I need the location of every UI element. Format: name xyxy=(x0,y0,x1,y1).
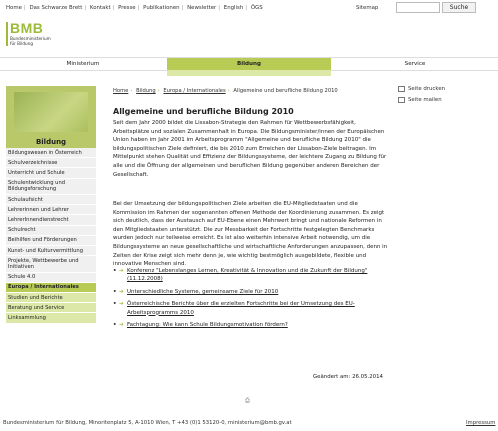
sidebar xyxy=(6,86,96,324)
link-systeme[interactable]: Unterschiedliche Systeme, gemeinsame Ziele für 2010 xyxy=(127,288,279,295)
breadcrumb-europa[interactable]: Europa / Internationales xyxy=(163,88,226,94)
sidebar-item-schulentwicklung[interactable]: Schulentwicklung und Bildungsforschung xyxy=(6,179,96,195)
tab-bildung[interactable]: Bildung xyxy=(167,58,331,70)
sidebar-item-schulrecht[interactable]: Schulrecht xyxy=(6,226,96,236)
sidebar-item-studien[interactable]: Studien und Berichte xyxy=(6,293,96,303)
arrow-icon: ➔ xyxy=(119,322,124,329)
logo-subtitle xyxy=(10,36,51,46)
impressum-link[interactable]: Impressum xyxy=(466,420,496,426)
logo-sub-line1: Bundesministerium xyxy=(10,36,51,41)
page-tools xyxy=(398,84,445,106)
tab-service[interactable]: Service xyxy=(404,61,426,67)
link-berichte[interactable]: Österreichische Berichte über die erzielten Fortschritte bei der Umsetzung des EU-Arbeitsprogramms 2010 xyxy=(127,301,355,316)
list-item: • ➔ Unterschiedliche Systeme, gemeinsame Ziele für 2010 xyxy=(113,288,279,295)
sitemap-link[interactable]: Sitemap xyxy=(356,5,379,11)
topnav-oegs[interactable]: ÖGS xyxy=(250,5,263,11)
mail-icon xyxy=(398,97,405,103)
topnav-kontakt[interactable]: Kontakt xyxy=(89,5,111,11)
printer-icon xyxy=(398,86,405,92)
sidebar-item-beihilfen[interactable]: Beihilfen und Förderungen xyxy=(6,236,96,246)
sidebar-title: Bildung xyxy=(35,138,67,146)
print-icon[interactable]: ⎙ xyxy=(245,397,250,404)
chevron-right-icon: › xyxy=(227,88,230,94)
sidebar-item-unterricht[interactable]: Unterricht und Schule xyxy=(6,168,96,178)
sidebar-header-image xyxy=(14,92,88,132)
topnav-newsletter[interactable]: Newsletter xyxy=(187,5,217,11)
sidebar-item-schulaufsicht[interactable]: Schulaufsicht xyxy=(6,195,96,205)
article-paragraph-1: Seit dem Jahr 2000 bildet die Lissabon-Strategie den Rahmen für Wettbewerbsfähigkeit, Arbeitsplätze und sozialen Zusammenhalt in Europa. Die Bildungsminister/innen der Europäischen Union haben im Jahr 2001 im Arbeitsprogramm "Allgemeine und berufliche Bildung 2010" die bildungspolitischen Ziele definiert, die bis 2010 zum Erreichen der Lissabon-Ziele beitragen. Im Mittelpunkt stehen Qualität und Effizienz der Bildungssysteme, der leichtere Zugang zu Bildung für alle und die Öffnung der allgemeinen und beruflichen Bildung gegenüber anderen Bereichen der Gesellschaft. xyxy=(113,120,387,178)
main-navigation xyxy=(0,57,498,71)
sidebar-item-kunst[interactable]: Kunst- und Kulturvermittlung xyxy=(6,246,96,256)
sidebar-item-schulverzeichnisse[interactable]: Schulverzeichnisse xyxy=(6,158,96,168)
sidebar-item-beratung[interactable]: Beratung und Service xyxy=(6,303,96,313)
arrow-icon: ➔ xyxy=(119,301,124,308)
sidebar-item-projekte[interactable]: Projekte, Wettbewerbe und Initiativen xyxy=(6,256,96,272)
sidebar-item-dienstrecht[interactable]: LehrerInnendienstrecht xyxy=(6,215,96,225)
top-navigation: Home | Das Schwarze Brett | Kontakt | Presse | Publikationen | Newsletter | English | ÖGS xyxy=(6,5,263,11)
logo-mark: BMB xyxy=(10,20,44,36)
arrow-icon: ➔ xyxy=(119,288,124,295)
search-button[interactable]: Suche xyxy=(442,2,476,13)
topnav-english[interactable]: English xyxy=(223,5,244,11)
arrow-icon: ➔ xyxy=(119,268,124,274)
topnav-schwarzes-brett[interactable]: Das Schwarze Brett xyxy=(29,5,83,11)
sidebar-item-linksammlung[interactable]: Linksammlung xyxy=(6,313,96,323)
sidebar-item-lehrer[interactable]: Lehrerinnen und Lehrer xyxy=(6,205,96,215)
chevron-right-icon: › xyxy=(130,88,133,94)
topnav-home[interactable]: Home xyxy=(6,5,22,11)
logo-sub-line2: für Bildung xyxy=(10,41,34,46)
page-title: Allgemeine und berufliche Bildung 2010 xyxy=(113,107,294,116)
breadcrumb-bildung[interactable]: Bildung xyxy=(136,88,156,94)
mail-label: Seite mailen xyxy=(408,97,442,103)
sidebar-item-schule-4[interactable]: Schule 4.0 xyxy=(6,273,96,283)
logo-bar xyxy=(6,22,8,46)
topnav-presse[interactable]: Presse xyxy=(118,5,136,11)
nav-indicator xyxy=(167,70,331,76)
chevron-right-icon: › xyxy=(157,88,160,94)
article-paragraph-2: Bei der Umsetzung der bildungspolitischen Ziele arbeiten die EU-Mitgliedstaaten und die Kommission im Rahmen der sogenannten offenen Methode der Koordinierung zusammen. Es zeigt sich deutlich, dass der Austausch auf EU-Ebene einen Mehrwert bringt und nationale Reformen in den Mitgliedstaaten unterstützt. Die zur Messbarkeit der Fortschritte festgelegten Benchmarks wurden jedoch nur teilweise erreicht. Es ist also weiterhin intensive Arbeit notwendig, um die Bildungssysteme an neue gesellschaftliche und wirtschaftliche Anforderungen anzupassen, denn in Zeiten der Krise zeigt sich mehr denn je, wie wichtig bestmöglich ausgebildete, flexible und innovative Menschen sind. xyxy=(113,201,388,268)
tab-ministerium[interactable]: Ministerium xyxy=(66,61,100,67)
link-fachtagung[interactable]: Fachtagung: Wie kann Schule Bildungsmotivation fördern? xyxy=(127,322,288,329)
print-page-link[interactable] xyxy=(398,84,445,95)
breadcrumb-current: Allgemeine und berufliche Bildung 2010 xyxy=(233,88,338,94)
search-input[interactable] xyxy=(396,2,440,13)
sidebar-item-bildungswesen[interactable]: Bildungswesen in Österreich xyxy=(6,148,96,158)
link-konferenz[interactable]: Konferenz "Lebenslanges Lernen, Kreativität & Innovation und die Zukunft der Bildung" (11.12.2008) xyxy=(127,268,368,283)
updated-date: Geändert am: 26.05.2014 xyxy=(313,374,383,380)
list-item: • ➔ Österreichische Berichte über die erzielten Fortschritte bei der Umsetzung des EU-Arbeitsprogramms 2010 xyxy=(113,301,355,316)
list-item: • ➔ Konferenz "Lebenslanges Lernen, Kreativität & Innovation und die Zukunft der Bildung" (11.12.2008) xyxy=(113,268,368,283)
print-label: Seite drucken xyxy=(408,86,446,92)
topnav-publikationen[interactable]: Publikationen xyxy=(143,5,180,11)
mail-page-link[interactable] xyxy=(398,95,445,106)
breadcrumb-home[interactable]: Home xyxy=(113,88,129,94)
footer-address: Bundesministerium für Bildung, Minoritenplatz 5, A-1010 Wien, T +43 (0)1 53120-0, ministerium@bmb.gv.at xyxy=(3,420,292,426)
list-item: • ➔ Fachtagung: Wie kann Schule Bildungsmotivation fördern? xyxy=(113,322,288,329)
sidebar-header xyxy=(6,86,96,148)
link-list xyxy=(113,267,391,333)
sidebar-item-europa[interactable]: Europa / Internationales xyxy=(6,283,96,293)
breadcrumb xyxy=(113,88,338,94)
